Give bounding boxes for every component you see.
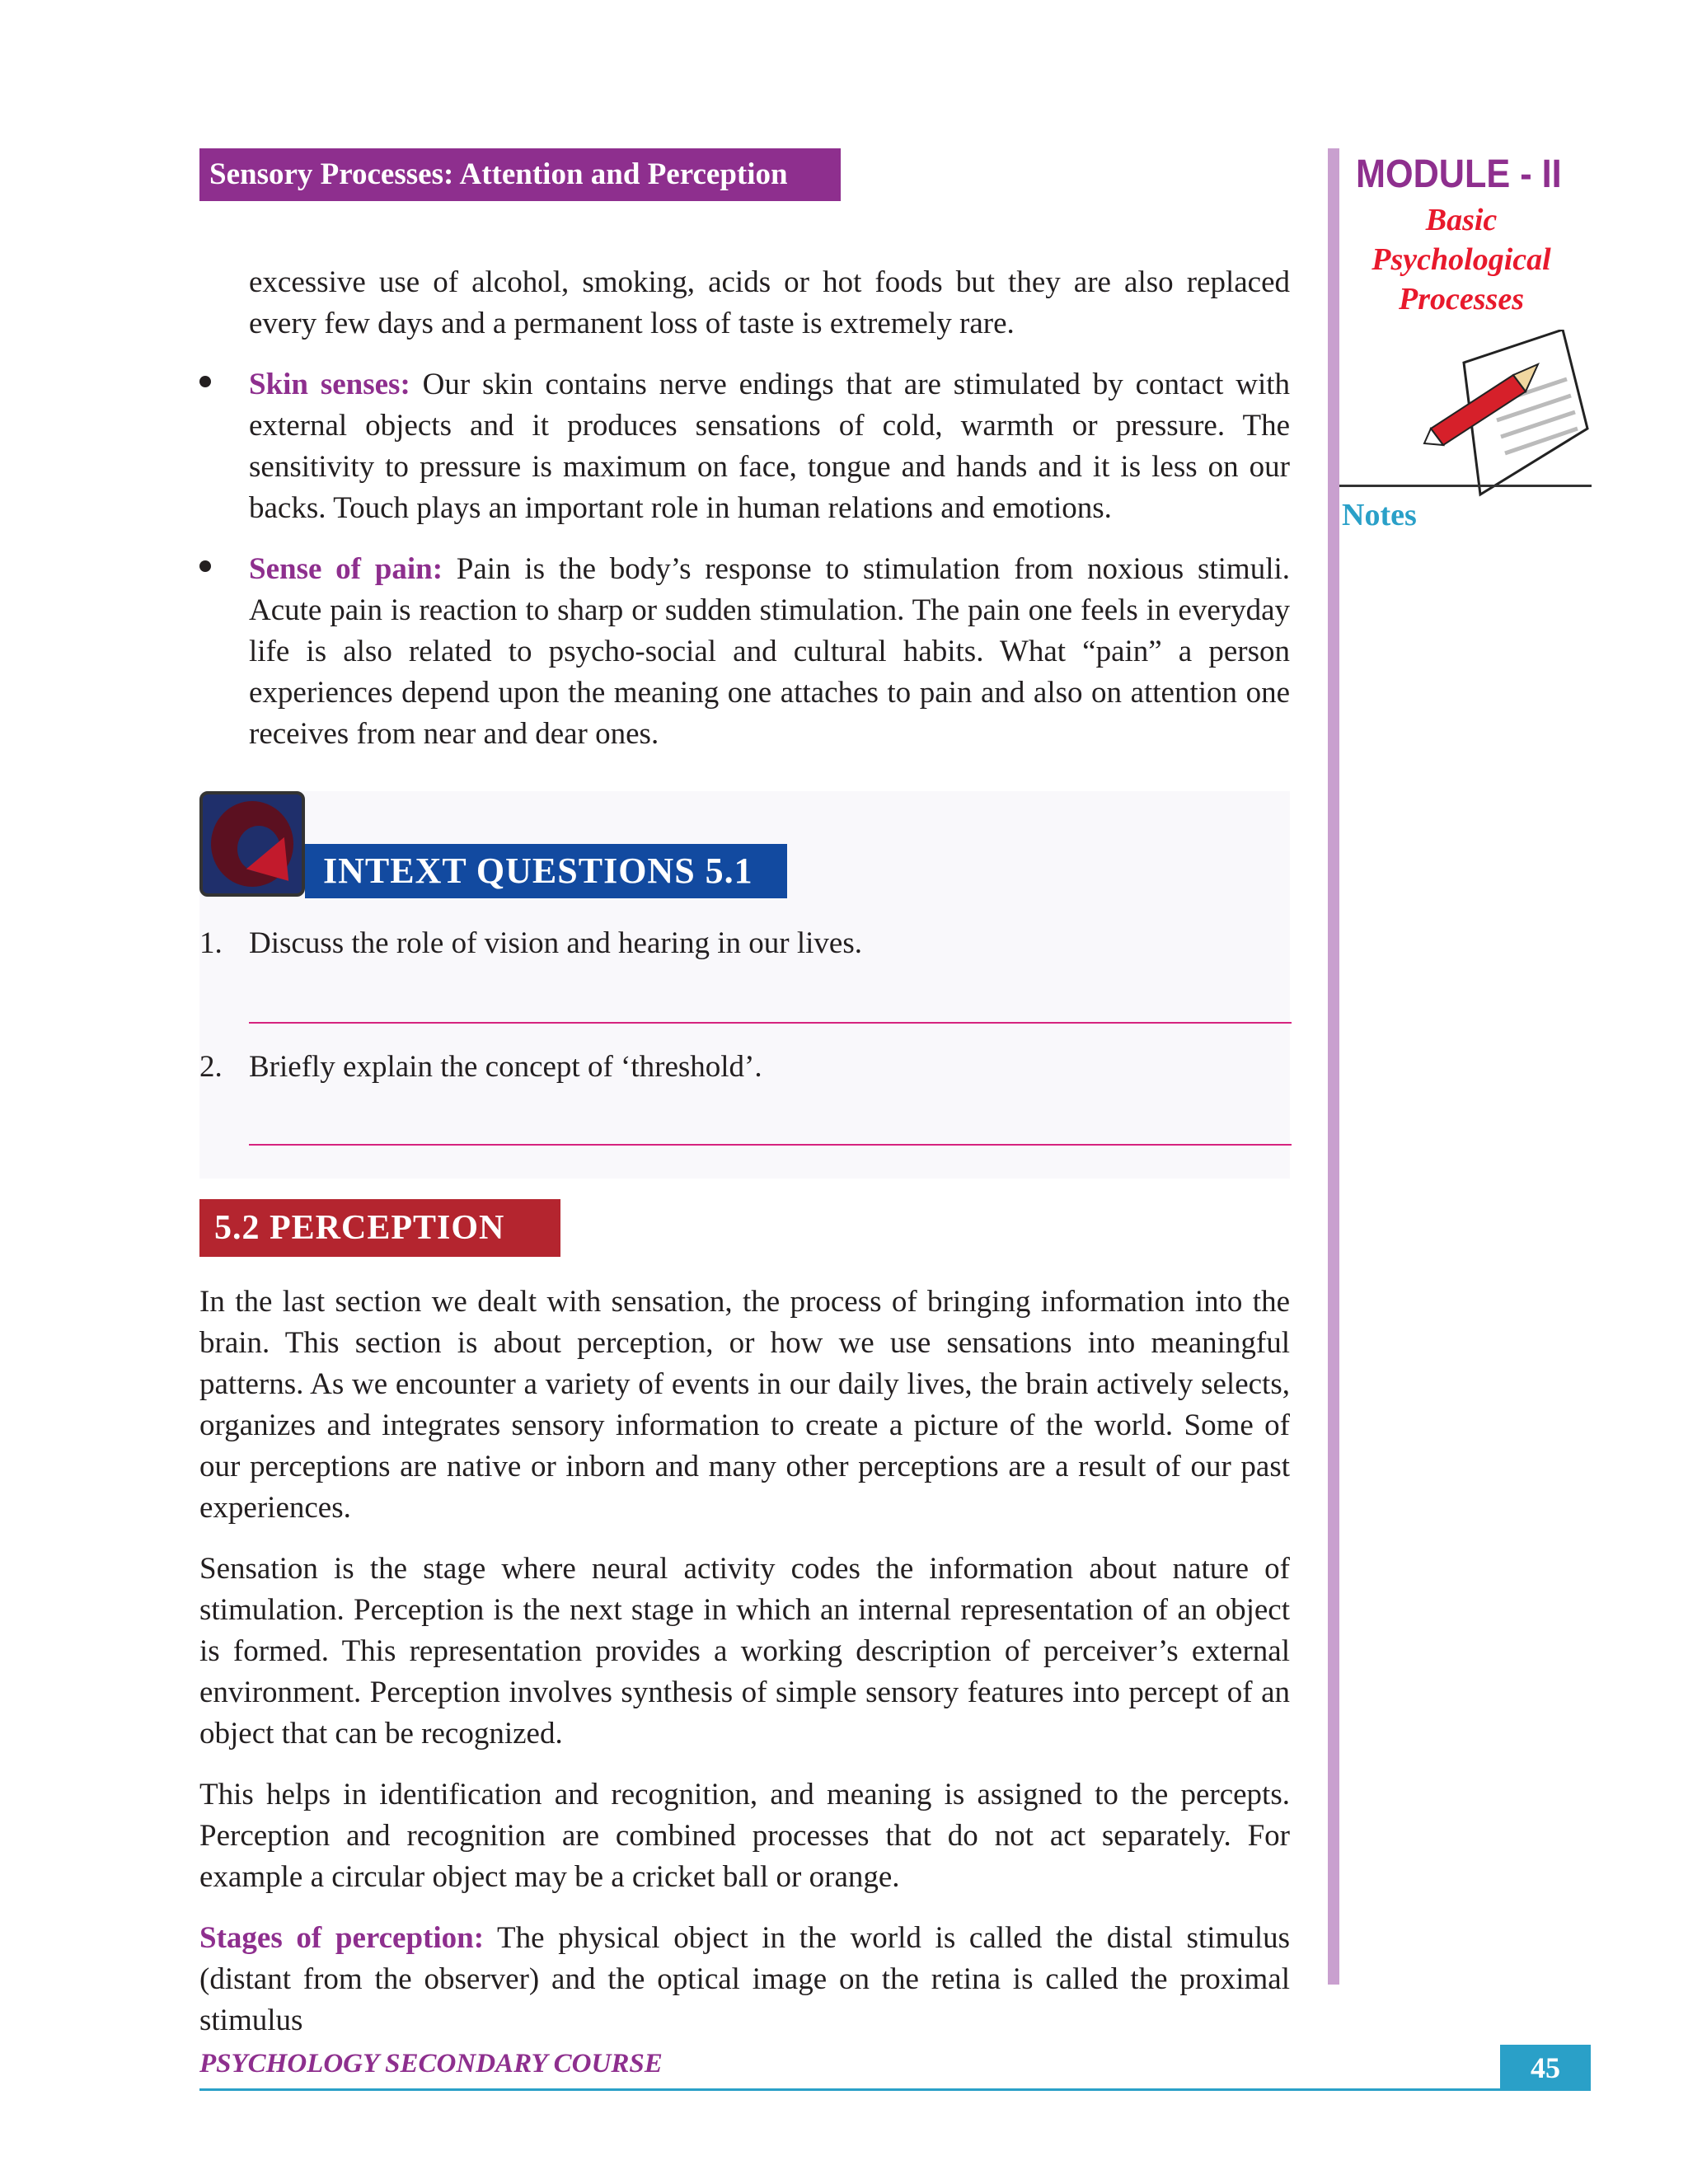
- stages-term: Stages of perception:: [199, 1921, 485, 1955]
- bullet-term: Sense of pain:: [249, 552, 443, 586]
- footer-course: PSYCHOLOGY SECONDARY COURSE: [199, 2049, 663, 2079]
- answer-line[interactable]: [249, 1022, 1292, 1024]
- page-number: 45: [1500, 2045, 1591, 2091]
- footer-rule: [199, 2088, 1591, 2091]
- sidebar-rule: [1328, 148, 1339, 1985]
- question-text: Discuss the role of vision and hearing in our lives.: [249, 926, 862, 960]
- chapter-header: Sensory Processes: Attention and Perception: [199, 148, 841, 201]
- continuation-paragraph: excessive use of alcohol, smoking, acids or hot foods but they are also replaced every few days and a permanent loss of taste is extremely rare.: [249, 265, 1290, 340]
- notes-label: Notes: [1342, 498, 1417, 532]
- bullet-dot: [199, 376, 211, 387]
- paragraph: Sensation is the stage where neural activity codes the information about nature of stimulation. Perception is the next stage in which an internal representation of an object is formed. This representation provides a working description of perceiver’s external environment. Perception involves synthesis of simple sensory features into percept of an object that can be recognized.: [199, 1552, 1290, 1750]
- bullet-text: Our skin contains nerve endings that are stimulated by contact with external objects and it produces sensations of cold, warmth or pressure. The sensitivity to pressure is maximum on face, tongue and hands and it is less on our backs. Touch plays an important role in human relations and emotions.: [249, 368, 1291, 525]
- module-title: MODULE - II: [1356, 152, 1562, 196]
- answer-line[interactable]: [249, 1144, 1292, 1146]
- bullet-sense-of-pain: [199, 549, 1290, 755]
- q-logo-icon: [199, 791, 305, 897]
- bullet-term: Skin senses:: [249, 368, 410, 401]
- bullet-skin-senses: [199, 364, 1290, 529]
- bullet-dot: [199, 560, 211, 572]
- main-content: [199, 262, 1290, 755]
- question-number: 2.: [199, 1050, 223, 1084]
- paragraph: This helps in identification and recognition, and meaning is assigned to the percepts. Perception and recognition are combined processes that do not act separately. For example a circular object may be a cricket ball or orange.: [199, 1778, 1290, 1894]
- question-text: Briefly explain the concept of ‘threshold’.: [249, 1050, 762, 1084]
- paragraph-stages: [199, 1918, 1290, 2041]
- question-item: [199, 1047, 762, 1088]
- stages-text: The physical object in the world is called the distal stimulus (distant from the observer) and the optical image on the retina is called the proximal stimulus: [199, 1921, 1290, 2037]
- section-title: 5.2 PERCEPTION: [199, 1199, 560, 1257]
- module-subtitle: Basic Psychological Processes: [1372, 203, 1551, 316]
- question-item: [199, 923, 862, 964]
- section-body: [199, 1282, 1290, 2041]
- notepad-pencil-icon: [1414, 330, 1596, 503]
- intext-questions-title: INTEXT QUESTIONS 5.1: [305, 844, 787, 898]
- question-number: 1.: [199, 926, 223, 960]
- bullet-text: Pain is the body’s response to stimulation from noxious stimuli. Acute pain is reaction to sharp or sudden stimulation. The pain one feels in everyday life is also related to psycho-social and cultural habits. What “pain” a person experiences depend upon the meaning one attaches to pain and also on attention one receives from near and dear ones.: [249, 552, 1290, 751]
- notes-rule: [1339, 485, 1592, 487]
- paragraph: In the last section we dealt with sensation, the process of bringing information into the brain. This section is about perception, or how we use sensations into meaningful patterns. As we encounter a variety of events in our daily lives, the brain actively selects, organizes and integrates sensory information to create a picture of the world. Some of our perceptions are native or inborn and many other perceptions are a result of our past experiences.: [199, 1285, 1290, 1525]
